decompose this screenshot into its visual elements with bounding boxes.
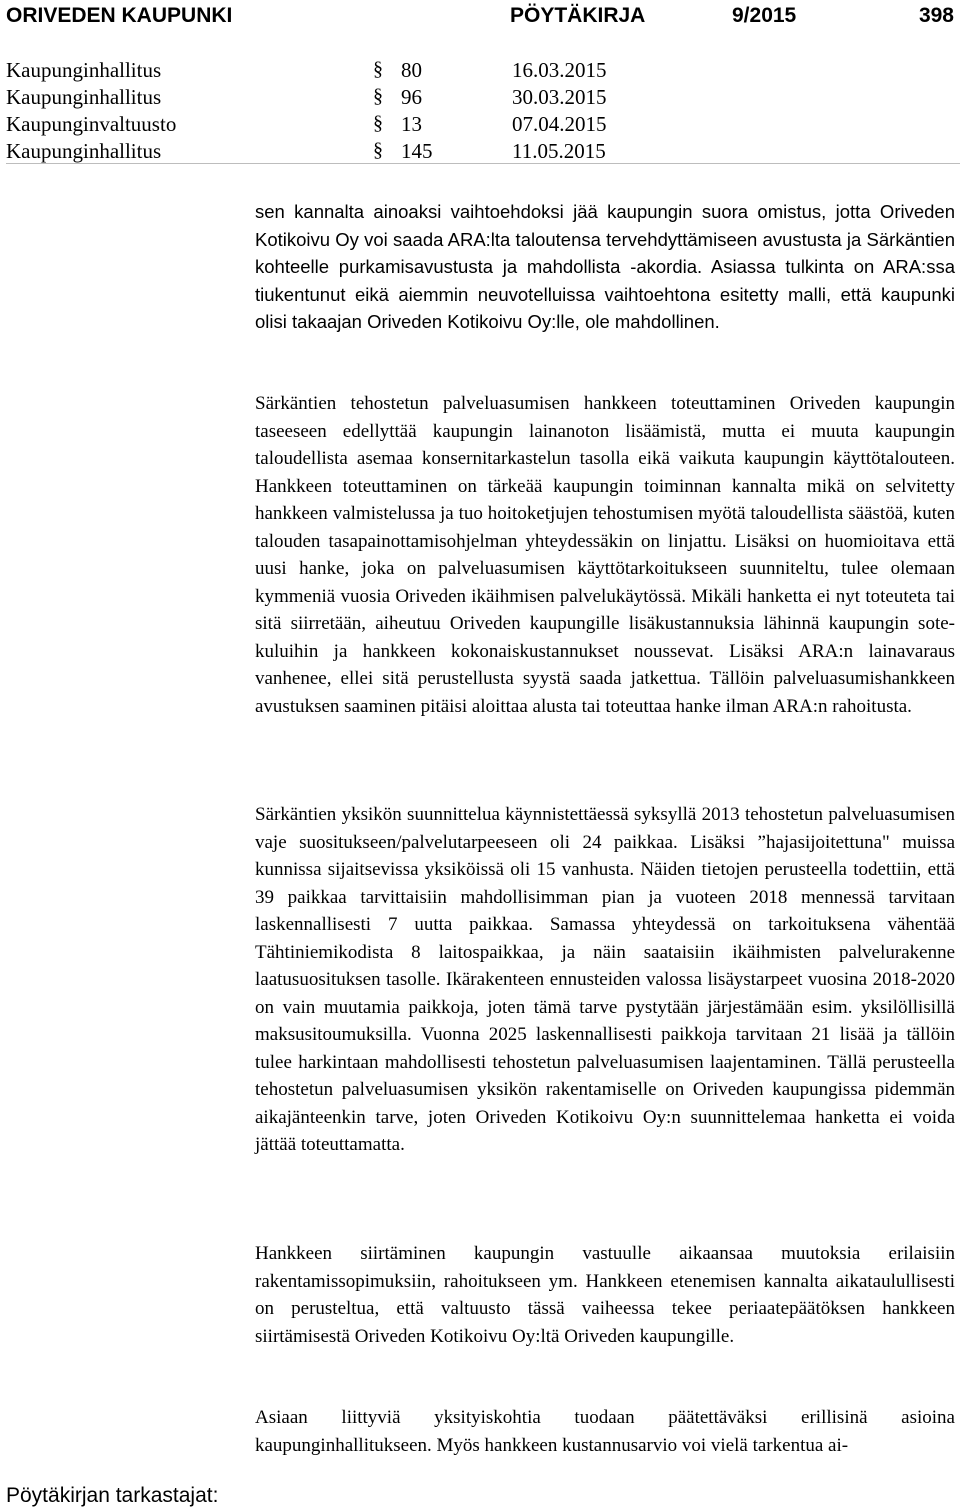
paragraph-capacity-need: Särkäntien yksikön suunnittelua käynnistettäessä syksyllä 2013 tehostetun palveluasumisen vaje suositukseen/palvelutarpeeseen oli 24 paikkaa. Lisäksi ”hajasijoitettuna" muissa kunnissa sijaitsevissa yksiköissä oli 15 vanhusta. Näiden tietojen perusteella todettiin, että 39 paikkaa tarvittaisiin mahdollisimman pian ja vuoteen 2018 mennessä tarvitaan laskennallisesti 7 uutta paikkaa. Samassa yhteydessä on tarkoituksena vähentää Tähtiniemikodista 8 laitospaikkaa, ja näin saataisiin ikäihmisten palvelurakenne laatusuosituksen tasolle. Ikärakenteen ennusteiden valossa lisäystarpeet vuosina 2018-2020 on vain muutamia paikkoja, joten tämä tarve pystytään järjestämään esim. yksilöllisillä maksusitoumuksilla. Vuonna 2025 laskennallisesti paikkoja tarvitaan 21 lisää ja tällöin tulee harkintaan mahdollisesti tehostetun palveluasumisen laajentaminen. Tällä perusteella tehostetun palveluasumisen yksikön rakentamiselle on Oriveden kaupungissa pidemmän aikajänteenkin tarve, joten Oriveden Kotikoivu Oy:n suunnittelemaa hanketta ei voida jättää toteuttamatta. <box>255 804 955 1155</box>
document-header <box>0 0 960 34</box>
section-sign: § <box>373 58 383 80</box>
section-sign: § <box>373 85 383 107</box>
section-number: 13 <box>401 112 422 136</box>
meeting-row <box>6 139 960 166</box>
meeting-body: Kaupunginvaltuusto <box>6 112 177 136</box>
page-number: 398 <box>918 4 954 27</box>
meeting-body: Kaupunginhallitus <box>6 85 162 109</box>
minutes-checkers-label: Pöytäkirjan tarkastajat: <box>6 1484 219 1507</box>
paragraph-details: Asiaan liittyviä yksityiskohtia tuodaan päätettäväksi erillisinä asioina kaupunginhallitukseen. Myös hankkeen kustannusarvio voi vielä tarkentua ai- <box>255 1407 955 1456</box>
section-number: 80 <box>401 58 422 82</box>
meeting-list <box>6 58 960 166</box>
organization-name: ORIVEDEN KAUPUNKI <box>6 4 233 27</box>
meeting-row <box>6 85 960 112</box>
meeting-row <box>6 58 960 85</box>
paragraph-transfer: Hankkeen siirtäminen kaupungin vastuulle aikaansaa muutoksia erilaisiin rakentamissopimuksiin, rahoitukseen ym. Hankkeen etenemisen kannalta aikataulullisesti on perusteltua, että valtuusto tässä vaiheessa tekee periaatepäätöksen hankkeen siirtämisestä Oriveden Kotikoivu Oy:ltä Oriveden kaupungille. <box>255 1243 955 1347</box>
paragraph-ara-subsidy: sen kannalta ainoaksi vaihtoehdoksi jää kaupungin suora omistus, jotta Oriveden Kotikoivu Oy voi saada ARA:lta taloutensa tervehdyttämiseen avustusta ja Särkäntien kohteelle purkamisavustusta ja mahdollista -akordia. Asiassa tulkinta on ARA:ssa tiukentunut eikä aiemmin neuvotelluissa vaihtoehtona esitetty malli, että kaupunki olisi takaajan Oriveden Kotikoivu Oy:lle, ole mahdollinen. <box>255 201 955 332</box>
section-sign: § <box>373 112 383 134</box>
meeting-row <box>6 112 960 139</box>
meeting-body: Kaupunginhallitus <box>6 58 162 82</box>
section-number: 145 <box>401 139 433 163</box>
section-number: 96 <box>401 85 422 109</box>
document-type: PÖYTÄKIRJA <box>510 4 646 27</box>
meeting-date: 30.03.2015 <box>512 85 607 109</box>
meeting-date: 16.03.2015 <box>512 58 607 82</box>
paragraph-financing: Särkäntien tehostetun palveluasumisen hankkeen toteuttaminen Oriveden kaupungin taseeseen edellyttää kaupungin lainanoton lisäämistä, mutta ei muuta kaupungin taloudellista asemaa konsernitarkastelun tasolla eikä vaikuta kaupungin käyttötalouteen. Hankkeen toteuttaminen on tärkeää kaupungin toiminnan kannalta mikä on selvitetty hankkeen valmistelussa ja tuo hoitoketjujen tehostumisen myötä taloudellista säästöä, kuten talouden tasapainottamisohjelman yhteydessäkin on linjattu. Lisäksi on huomioitava että uusi hanke, joka on palveluasumisen käyttötarkoitukseen suunniteltu, tulee olemaan kymmeniä vuosia Oriveden ikäihmisen palvelukäytössä. Mikäli hanketta ei nyt toteuteta tai sitä siirretään, aiheutuu Oriveden kaupungille lisäkustannuksia lähinnä kaupungin sote-kuluihin ja hankkeen kokonaiskustannukset noussevat. Lisäksi ARA:n lainavaraus vanhenee, ellei sitä perustellusta syystä saada jatkettua. Tällöin palveluasumishankkeen avustuksen saaminen pitäisi aloittaa alusta tai toteuttaa hanke ilman ARA:n rahoitusta. <box>255 393 955 717</box>
meeting-date: 07.04.2015 <box>512 112 607 136</box>
section-sign: § <box>373 139 383 161</box>
protocol-number: 9/2015 <box>732 4 797 27</box>
header-divider <box>6 163 960 164</box>
meeting-body: Kaupunginhallitus <box>6 139 162 163</box>
meeting-date: 11.05.2015 <box>512 139 606 163</box>
